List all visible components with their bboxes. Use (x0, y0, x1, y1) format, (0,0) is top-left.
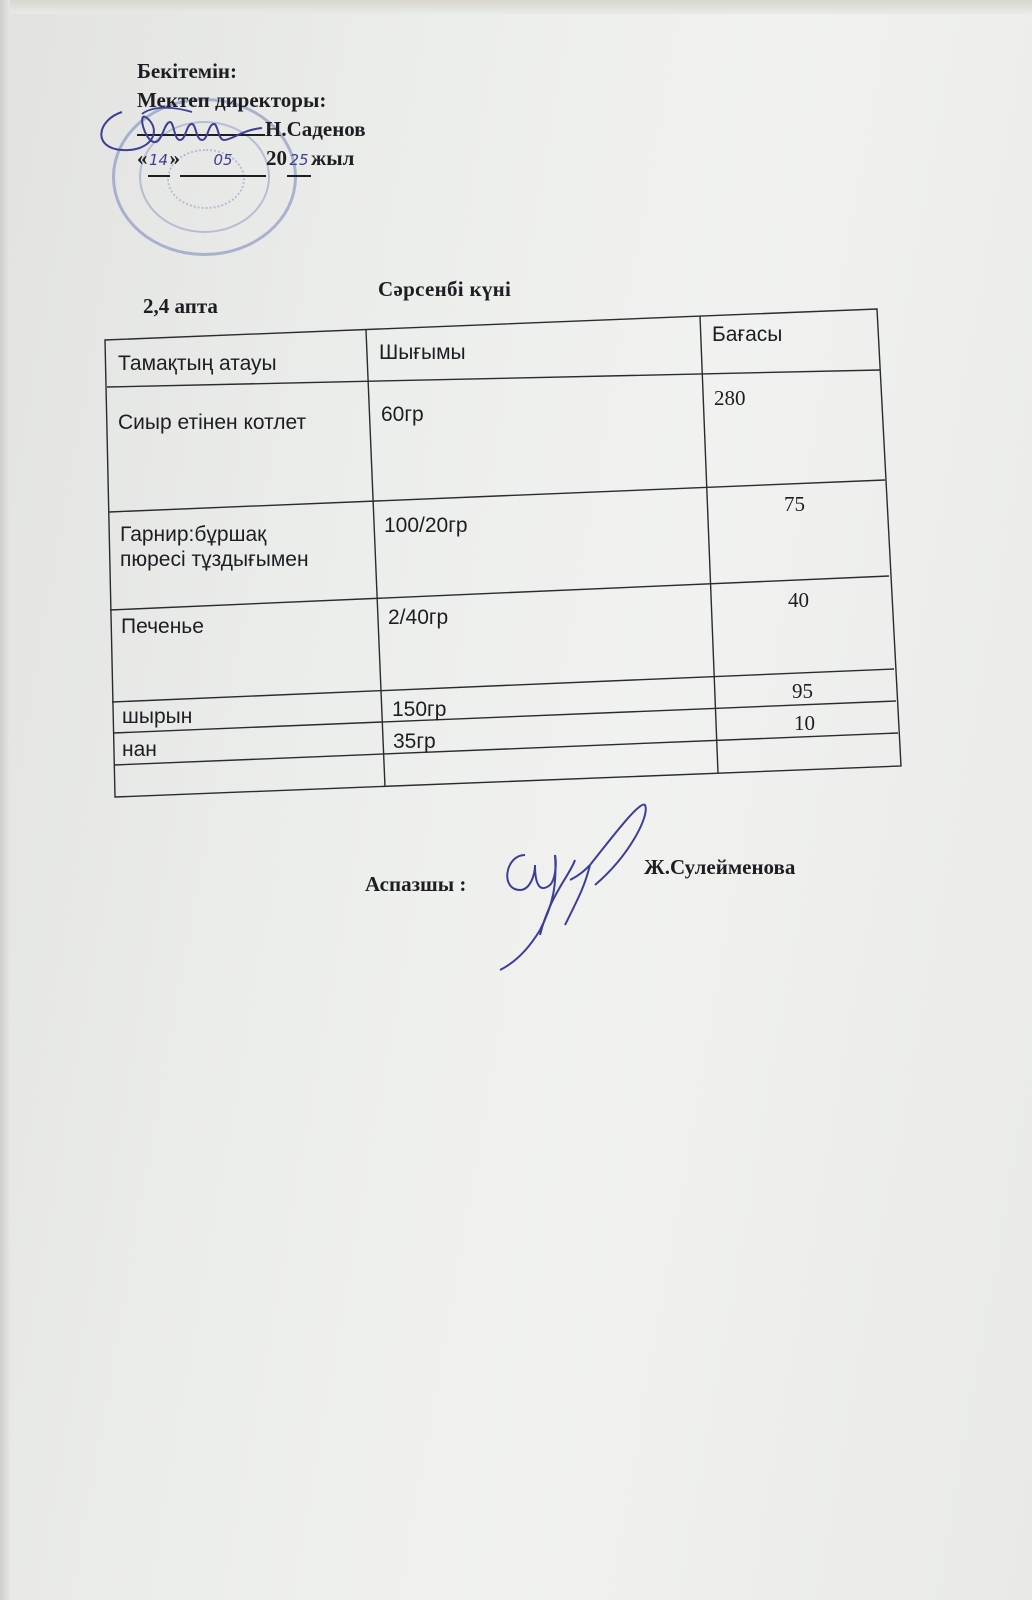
row5-dish: нан (122, 738, 157, 761)
row3-yield: 2/40гр (388, 606, 449, 629)
row5-yield: 35гр (393, 730, 436, 753)
approval-title: Бекітемін: (137, 59, 238, 83)
row2-dish-line2: пюресі тұздығымен (120, 548, 309, 571)
row5-price: 10 (794, 711, 815, 735)
approval-position: Мектеп директоры: (137, 88, 327, 112)
row3-price: 40 (788, 588, 809, 612)
date-year-prefix: 20 (266, 146, 287, 170)
header-yield: Шығымы (379, 341, 466, 364)
day-label: Сәрсенбі күні (378, 277, 512, 301)
date-year-word: жыл (311, 146, 355, 170)
row3-dish: Печенье (121, 615, 204, 638)
week-label: 2,4 апта (143, 294, 218, 318)
row1-yield: 60гр (381, 403, 424, 426)
cook-name: Ж.Сулейменова (644, 855, 796, 879)
row4-yield: 150гр (392, 698, 447, 721)
date-quote-close: » (169, 146, 180, 170)
date-month-handwritten: 05 (213, 151, 233, 169)
header-price: Бағасы (712, 323, 783, 346)
row2-price: 75 (784, 492, 805, 516)
row1-dish: Сиыр етінен котлет (118, 411, 307, 434)
row4-price: 95 (792, 679, 813, 703)
row2-yield: 100/20гр (384, 514, 468, 537)
date-year-handwritten: 25 (289, 151, 309, 169)
header-dish-name: Тамақтың атауы (118, 352, 277, 375)
cook-label: Аспазшы : (365, 872, 467, 896)
row2-dish-line1: Гарнир:бұршақ (120, 523, 267, 546)
row1-price: 280 (714, 386, 746, 410)
director-name: Н.Саденов (265, 117, 366, 141)
date-day-handwritten: 14 (148, 151, 169, 169)
date-quote-open: « (137, 146, 148, 170)
cook-signature (495, 795, 655, 975)
row4-dish: шырын (122, 705, 193, 728)
